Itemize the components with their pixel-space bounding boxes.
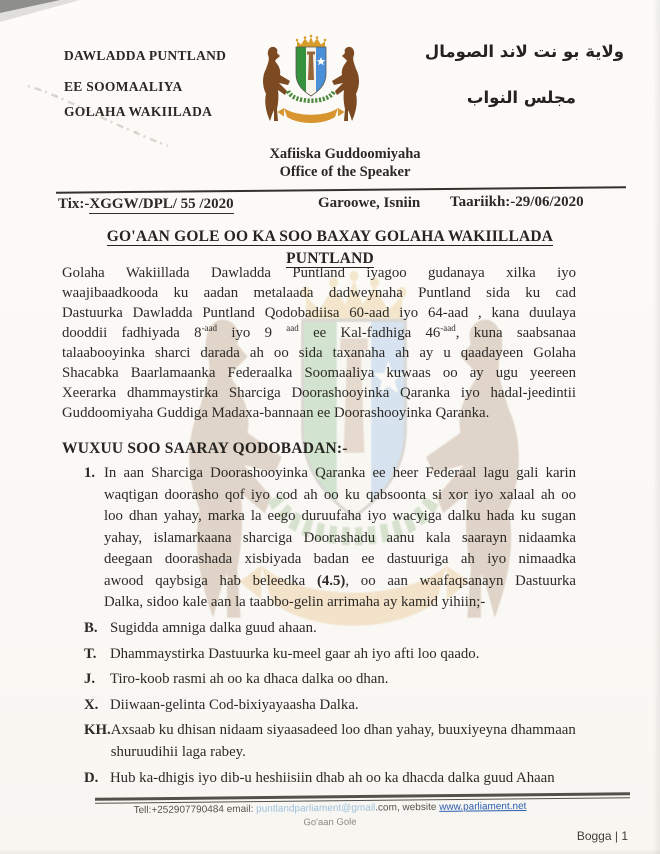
document-label: Go'aan Gole bbox=[303, 816, 357, 829]
list-item bbox=[84, 643, 606, 665]
item-letter: J. bbox=[84, 671, 96, 687]
text-line: Dastuurka Dawladda Puntland Qodobadiisa 60-aad iyo 64-aad , kana duulaya bbox=[62, 305, 576, 321]
text-line: waqtigan doorasho qof iyo cod ah oo ku qabsoonta si xor iyo xalaal ah oo bbox=[104, 486, 576, 503]
org-line-3: GOLAHA WAKIILADA bbox=[64, 104, 213, 119]
website-link[interactable]: www.parliament.net bbox=[439, 800, 527, 813]
item-letter: D. bbox=[84, 769, 99, 786]
list-item bbox=[84, 694, 606, 716]
item-letter: KH. bbox=[84, 722, 111, 738]
email-link[interactable]: puntlandparliament@gmail bbox=[256, 802, 376, 815]
item-letter: T. bbox=[84, 645, 97, 662]
office-title-somali: Xafiiska Guddoomiyaha bbox=[269, 146, 421, 162]
arabic-council-title: مجلس النواب bbox=[466, 88, 576, 107]
arabic-state-title: ولاية بو نت لاند الصومال bbox=[424, 42, 624, 61]
text-line: awood qaybsiga hab beleedka (4.5), oo aan waafaqsanayn Dastuurka bbox=[104, 572, 576, 589]
text-line: Golaha Wakiillada Dawladda Puntland iyagoo gudanaya xilka iyo bbox=[62, 265, 576, 281]
resolution-heading: WUXUU SOO SAARAY QODOBADAN:- bbox=[62, 440, 348, 457]
org-line-2: EE SOOMAALIYA bbox=[64, 79, 183, 94]
text-line: deegaan doorashada xisbiyada badan ee dastuuriga ah iyo nimaadka bbox=[104, 551, 576, 567]
contact-mid: .com, website bbox=[375, 801, 440, 814]
org-line-1: DAWLADDA PUNTLAND bbox=[64, 48, 227, 63]
resolution-item-1 bbox=[84, 463, 576, 614]
intro-paragraph bbox=[62, 263, 576, 423]
date: Taariikh:-29/06/2020 bbox=[450, 194, 584, 210]
sub-items-list bbox=[84, 617, 606, 792]
item-text: Sugidda amniga dalka guud ahaan. bbox=[110, 620, 317, 636]
scan-corner-artifact bbox=[0, 0, 60, 13]
header-divider bbox=[56, 186, 626, 193]
puntland-coat-of-arms bbox=[251, 33, 371, 135]
list-item bbox=[84, 668, 606, 690]
list-item bbox=[84, 719, 606, 763]
reference-value: XGGW/DPL/ 55 /2020 bbox=[89, 196, 234, 212]
text-line: Guddoomiyaha Guddiga Madaxa-bannaan ee Doorashooyinka Qaranka. bbox=[62, 405, 490, 421]
text-line: waajibaadkooda ku aadan metalaada dadweynaha Puntland sida ku cad bbox=[62, 285, 576, 301]
contact-phone-email-label: Tell:+252907790484 email: bbox=[133, 803, 257, 817]
list-item bbox=[84, 617, 606, 639]
item-text: Hub ka-dhigis iyo dib-u heshiisiin dhab ah oo ka dhacda dalka guud Ahaan bbox=[110, 769, 555, 786]
list-item bbox=[84, 767, 606, 789]
document-title-line-1: GO'AAN GOLE OO KA SOO BAXAY GOLAHA WAKIILLADA bbox=[106, 228, 554, 245]
page-number: Bogga | 1 bbox=[576, 829, 628, 843]
scan-edge-right bbox=[653, 0, 660, 854]
text-line: In aan Sharciga Doorashooyinka Qaranka ee heer Federaal lagu gali karin bbox=[104, 465, 576, 481]
text-line: dooddii fadhiyada $8^{-aad}$ iyo 9 $^{aad}$ ee Kal-fadhiga $46^{-aad}$, kuna saabsanaa bbox=[62, 323, 576, 341]
org-name-block bbox=[64, 48, 226, 120]
item-text: Tiro-koob rasmi ah oo ka dhaca dalka oo dhan. bbox=[110, 671, 389, 687]
text-line: Xeerarka dhammaystirka Sharciga Doorashooyinka Qaranka iyo hadal-jeedintii bbox=[62, 385, 576, 401]
place-and-day: Garoowe, Isniin bbox=[318, 195, 421, 211]
text-line: yahay, islamarkaana sharciga Doorashadu aanu kala saarayn nidaamka bbox=[104, 529, 576, 546]
office-title-block bbox=[30, 146, 660, 181]
text-line: loo dhan yahay, marka la eego duruufaha iyo wacyiga dalku hada ku sugan bbox=[104, 508, 576, 524]
text-line: Dalka, sidoo kale aan la taabbo-gelin arrimaha ay kamid yihiin;- bbox=[104, 594, 486, 610]
item-text bbox=[104, 463, 576, 614]
item-text: Dhammaystirka Dastuurka ku-meel gaar ah iyo afti loo qaado. bbox=[110, 645, 480, 662]
document-title-line-2: PUNTLAND bbox=[286, 250, 374, 267]
item-letter: X. bbox=[84, 696, 99, 713]
reference-number bbox=[58, 196, 234, 213]
reference-label: Tix:- bbox=[58, 196, 90, 212]
item-number: 1. bbox=[84, 465, 96, 481]
item-text: Axsaab ku dhisan nidaam siyaasadeed loo dhan yahay, buuxiyeyna dhammaan shuruudihii laga rabey. bbox=[110, 722, 576, 760]
text-line: talaabooyinka sharci darada ah oo sida taxanaha ah ay u qaadayeen Golaha bbox=[62, 345, 576, 361]
office-title-english: Office of the Speaker bbox=[279, 163, 411, 180]
text-line: Shacabka Baarlamaanka Federaalka Soomaaliya kuwaas oo ay ugu yeereen bbox=[62, 365, 576, 381]
scan-edge-bottom bbox=[0, 849, 660, 854]
item-letter: B. bbox=[84, 620, 98, 636]
item-text: Diiwaan-gelinta Cod-bixiyayaasha Dalka. bbox=[110, 696, 359, 713]
